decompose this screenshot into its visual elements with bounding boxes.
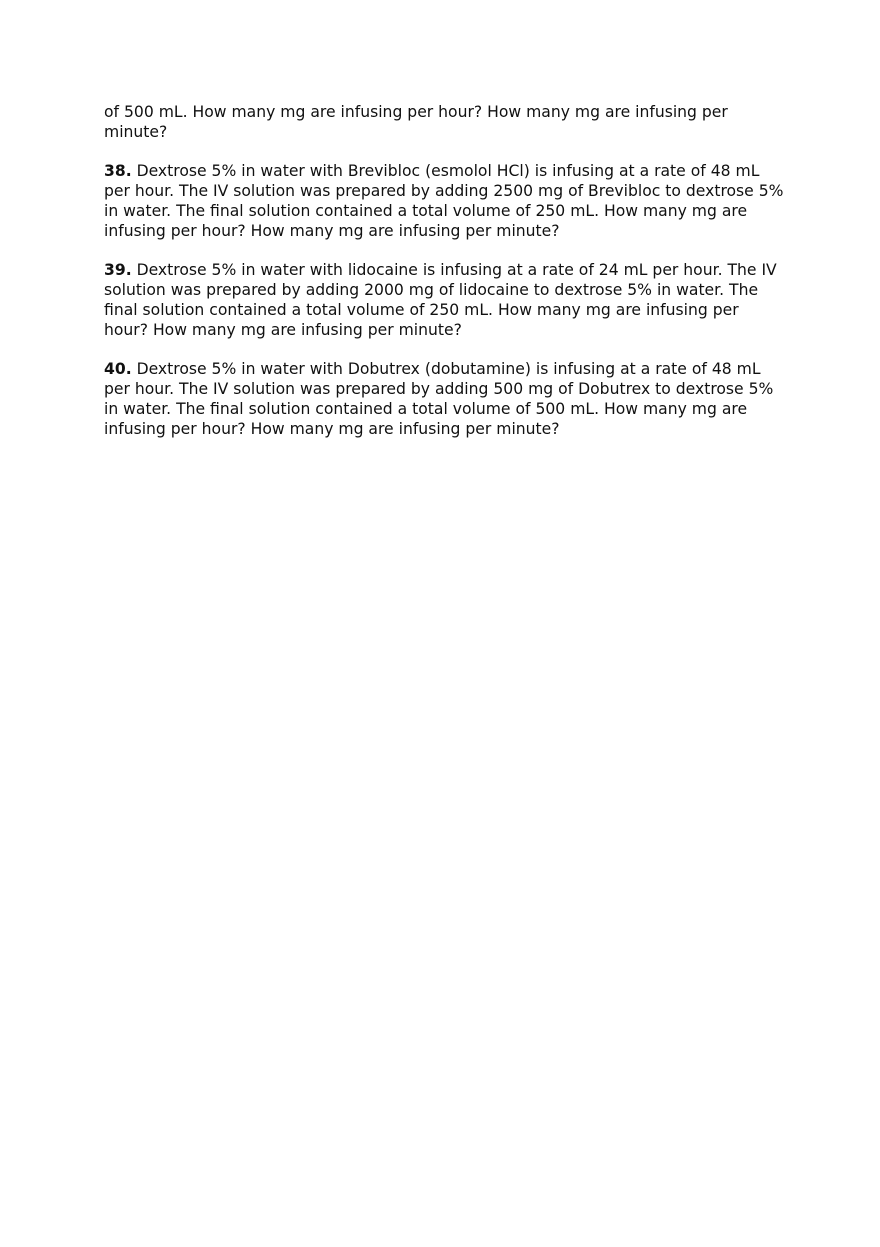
problem-number: 40. (104, 360, 132, 378)
continuation-paragraph (104, 102, 784, 142)
problem-text: Dextrose 5% in water with Brevibloc (esmolol HCl) is infusing at a rate of 48 mL per hour. The IV solution was prepared by adding 2500 mg of Brevibloc to dextrose 5% in water. The final solution contained a total volume of 250 mL. How many mg are infusing per hour? How many mg are infusing per minute? (104, 162, 784, 240)
problem-number: 39. (104, 261, 132, 279)
problem-39 (104, 260, 784, 340)
problem-text: Dextrose 5% in water with Dobutrex (dobutamine) is infusing at a rate of 48 mL per hour. The IV solution was prepared by adding 500 mg of Dobutrex to dextrose 5% in water. The final solution contained a total volume of 500 mL. How many mg are infusing per hour? How many mg are infusing per minute? (104, 360, 774, 438)
continuation-text: of 500 mL. How many mg are infusing per hour? How many mg are infusing per minute? (104, 103, 728, 141)
problem-40 (104, 359, 784, 439)
problem-text: Dextrose 5% in water with lidocaine is infusing at a rate of 24 mL per hour. The IV solution was prepared by adding 2000 mg of lidocaine to dextrose 5% in water. The final solution contained a total volume of 250 mL. How many mg are infusing per hour? How many mg are infusing per minute? (104, 261, 777, 339)
document-body (104, 102, 784, 458)
problem-number: 38. (104, 162, 132, 180)
problem-38 (104, 161, 784, 241)
